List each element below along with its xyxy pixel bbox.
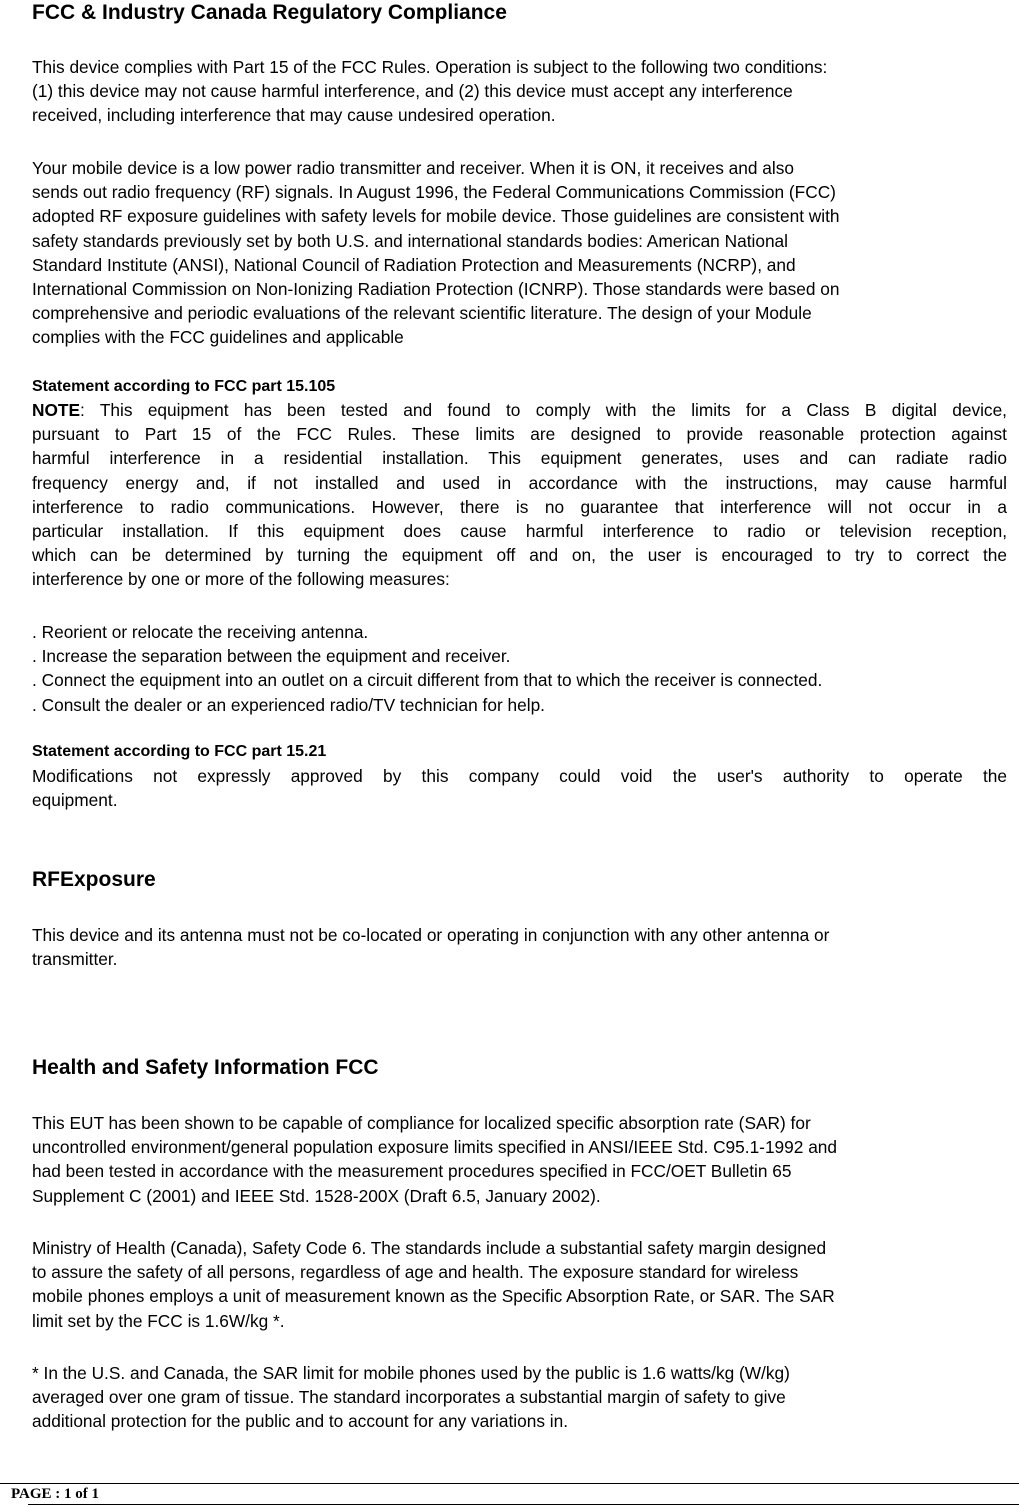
health-safety-line: additional protection for the public and to account for any variations in. — [32, 1411, 569, 1432]
note-label: NOTE — [32, 400, 81, 420]
rf-line: complies with the FCC guidelines and applicable — [32, 327, 404, 348]
health-safety-line: Ministry of Health (Canada), Safety Code 6. The standards include a substantial safety margin designed — [32, 1238, 827, 1258]
rf-exposure-line: This device and its antenna must not be co-located or operating in conjunction with any other antenna or — [32, 925, 830, 945]
statement-15-105-line: frequency energy and, if not installed and used in accordance with the instructions, may cause harmful — [32, 472, 1007, 493]
statement-15-105-line: harmful interference in a residential installation. This equipment generates, uses and can radiate radio — [32, 448, 1007, 469]
statement-15-21-heading: Statement according to FCC part 15.21 — [32, 743, 327, 760]
measures-list — [32, 620, 1007, 717]
health-safety-paragraph-3 — [32, 1361, 1007, 1434]
statement-15-105-line — [32, 398, 1007, 422]
health-safety-line: averaged over one gram of tissue. The standard incorporates a substantial margin of safety to give — [32, 1387, 786, 1408]
measure-item: . Consult the dealer or an experienced radio/TV technician for help. — [32, 694, 545, 715]
statement-15-105-line: interference by one or more of the following measures: — [32, 569, 450, 590]
health-safety-line: to assure the safety of all persons, regardless of age and health. The exposure standard for wireless — [32, 1262, 799, 1283]
statement-15-21-line: equipment. — [32, 790, 118, 811]
health-safety-line: This EUT has been shown to be capable of compliance for localized specific absorption rate (SAR) for — [32, 1113, 811, 1133]
health-safety-line: mobile phones employs a unit of measurement known as the Specific Absorption Rate, or SAR. The SAR — [32, 1286, 835, 1307]
footer-top-rule — [0, 1483, 1019, 1484]
rf-exposure-heading: RFExposure — [32, 868, 156, 891]
statement-15-105-heading: Statement according to FCC part 15.105 — [32, 378, 336, 395]
rf-line: Standard Institute (ANSI), National Council of Radiation Protection and Measurements (NCRP), and — [32, 254, 796, 275]
measure-item: . Connect the equipment into an outlet on a circuit different from that to which the receiver is connected. — [32, 670, 823, 691]
health-safety-line: * In the U.S. and Canada, the SAR limit for mobile phones used by the public is 1.6 watts/kg (W/kg) — [32, 1363, 790, 1383]
health-safety-heading: Health and Safety Information FCC — [32, 1056, 379, 1079]
rf-exposure-line: transmitter. — [32, 949, 118, 970]
intro-paragraph — [32, 55, 1007, 128]
rf-paragraph — [32, 156, 1007, 350]
rf-exposure-body — [32, 923, 1007, 971]
health-safety-paragraph-2 — [32, 1236, 1007, 1333]
measure-item: . Reorient or relocate the receiving antenna. — [32, 622, 369, 642]
note-text: : This equipment has been tested and found to comply with the limits for a Class B digital device, — [80, 400, 1007, 420]
document-title: FCC & Industry Canada Regulatory Compliance — [32, 1, 507, 24]
footer-bottom-rule — [28, 1504, 1019, 1505]
intro-line: received, including interference that may cause undesired operation. — [32, 105, 556, 126]
health-safety-paragraph-1 — [32, 1111, 1007, 1208]
intro-line: (1) this device may not cause harmful interference, and (2) this device must accept any interference — [32, 81, 793, 102]
statement-15-105-line: pursuant to Part 15 of the FCC Rules. These limits are designed to provide reasonable protection against — [32, 424, 1007, 445]
health-safety-line: had been tested in accordance with the measurement procedures specified in FCC/OET Bulletin 65 — [32, 1161, 792, 1182]
rf-line: comprehensive and periodic evaluations of the relevant scientific literature. The design of your Module — [32, 303, 812, 324]
rf-line: adopted RF exposure guidelines with safety levels for mobile device. Those guidelines are consistent with — [32, 206, 840, 227]
health-safety-line: limit set by the FCC is 1.6W/kg *. — [32, 1310, 285, 1331]
page-number-label: PAGE : 1 of 1 — [11, 1486, 100, 1502]
health-safety-line: uncontrolled environment/general population exposure limits specified in ANSI/IEEE Std. C95.1-1992 and — [32, 1137, 838, 1158]
statement-15-105-line: which can be determined by turning the equipment off and on, the user is encouraged to try to correct the — [32, 545, 1007, 566]
intro-line: This device complies with Part 15 of the FCC Rules. Operation is subject to the following two conditions: — [32, 57, 828, 77]
rf-line: Your mobile device is a low power radio transmitter and receiver. When it is ON, it receives and also — [32, 158, 794, 178]
rf-line: International Commission on Non-Ionizing Radiation Protection (ICNRP). Those standards were based on — [32, 279, 840, 300]
statement-15-21-body — [32, 764, 1007, 812]
measure-item: . Increase the separation between the equipment and receiver. — [32, 646, 511, 667]
health-safety-line: Supplement C (2001) and IEEE Std. 1528-200X (Draft 6.5, January 2002). — [32, 1185, 601, 1206]
rf-line: sends out radio frequency (RF) signals. In August 1996, the Federal Communications Commission (FCC) — [32, 182, 836, 203]
statement-15-105-body — [32, 398, 1007, 592]
statement-15-105-line: particular installation. If this equipment does cause harmful interference to radio or television reception, — [32, 521, 1007, 542]
statement-15-21-line: Modifications not expressly approved by this company could void the user's authority to operate the — [32, 766, 1007, 786]
statement-15-105-line: interference to radio communications. However, there is no guarantee that interference will not occur in a — [32, 496, 1007, 517]
rf-line: safety standards previously set by both U.S. and international standards bodies: American National — [32, 230, 789, 251]
